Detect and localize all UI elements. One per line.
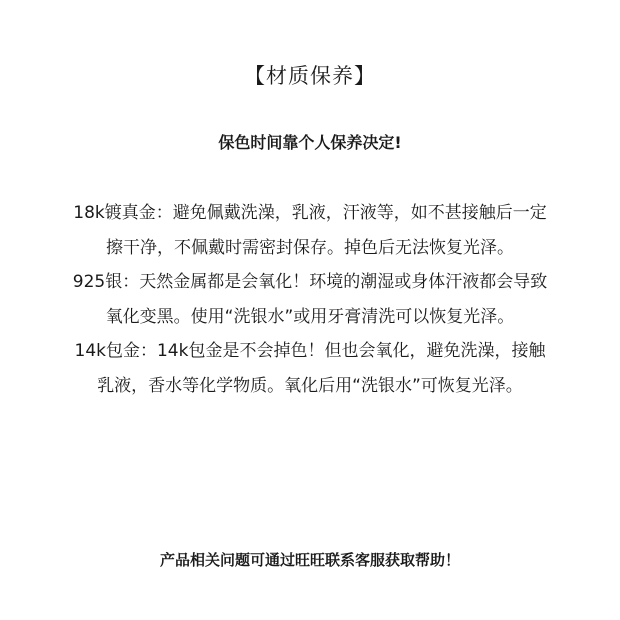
care-line-14k-2: 乳液，香水等化学物质。氧化后用“洗银水”可恢复光泽。: [97, 375, 523, 396]
care-line-925-1: 925银：天然金属都是会氧化！环境的潮湿或身体汗液都会导致: [72, 272, 548, 292]
support-footer: 产品相关问题可通过旺旺联系客服获取帮助！: [159, 551, 460, 569]
care-instructions: [30, 196, 590, 403]
care-line-925-2: 氧化变黑。使用“洗银水”或用牙膏清洗可以恢复光泽。: [105, 306, 515, 327]
care-line-18k-2: 擦干净，不佩戴时需密封保存。掉色后无法恢复光泽。: [106, 237, 514, 258]
care-line-14k-1: 14k包金：14k包金是不会掉色！但也会氧化，避免洗澡，接触: [74, 341, 546, 361]
section-title: 【材质保养】: [244, 64, 376, 88]
section-subtitle: 保色时间靠个人保养决定!: [218, 133, 402, 152]
care-line-18k-1: 18k镀真金：避免佩戴洗澡，乳液，汗液等，如不甚接触后一定: [73, 203, 547, 223]
